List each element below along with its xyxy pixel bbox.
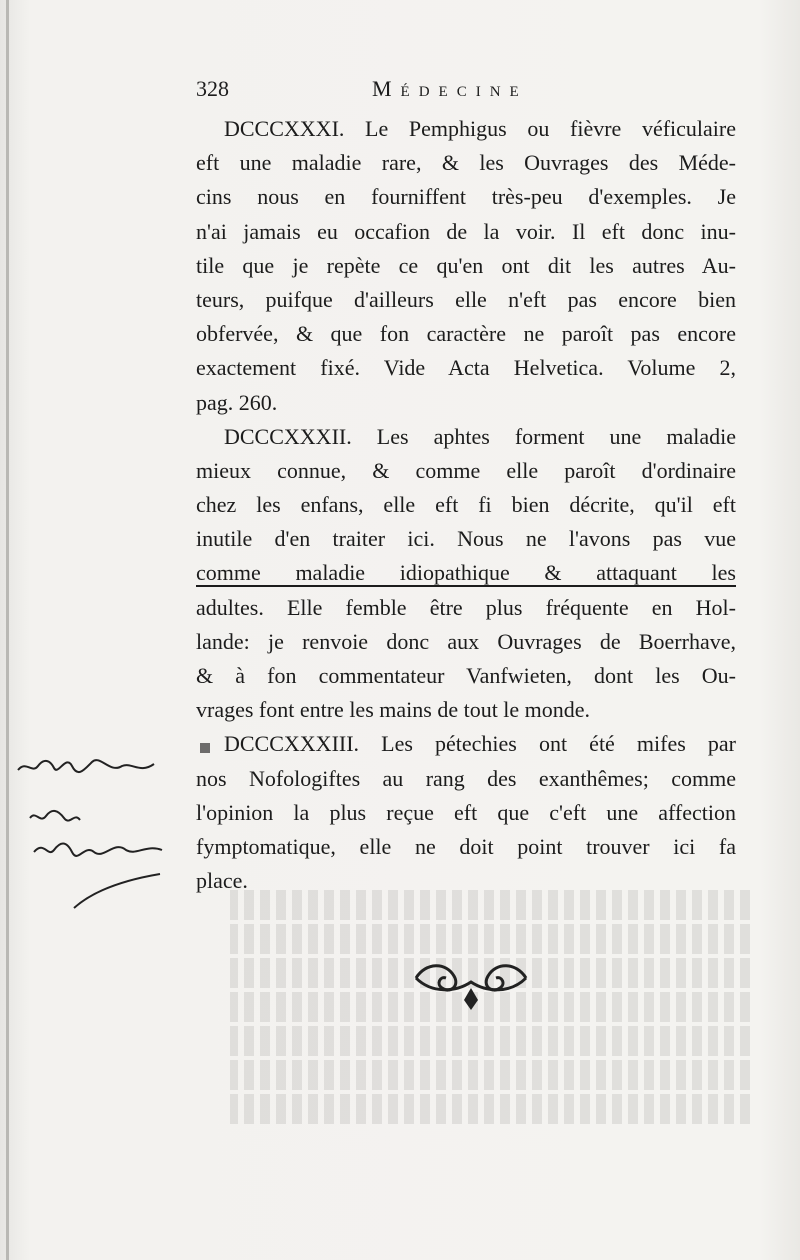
text-line: tile que je repète ce qu'en ont dit les autres Au- — [196, 252, 736, 278]
text-line: chez les enfans, elle eft fi bien décrite, qu'il eft — [196, 492, 736, 518]
text-line: vrages font entre les mains de tout le monde. — [196, 697, 591, 723]
text-line: l'opinion la plus reçue eft que c'eft une affection — [196, 799, 736, 825]
text-line: lande: je renvoie donc aux Ouvrages de Boerrhave, — [196, 628, 736, 654]
text-line: mieux connue, & comme elle paroît d'ordinaire — [196, 457, 736, 483]
text-line: fymptomatique, elle ne doit point trouver ici fa — [196, 833, 736, 859]
text-line: exactement fixé. Vide Acta Helvetica. Volume 2, — [196, 355, 736, 381]
running-header — [196, 72, 736, 106]
decorative-ornament-icon — [406, 958, 536, 1014]
page-header-title: Médecine — [372, 76, 528, 101]
text-line: adultes. Elle femble être plus fréquente en Hol- — [196, 594, 736, 620]
text-line: teurs, puifque d'ailleurs elle n'eft pas encore bien — [196, 286, 736, 312]
text-line: place. — [196, 868, 248, 894]
handwritten-margin-note — [14, 740, 164, 920]
show-through-text — [230, 890, 750, 1150]
body-text — [196, 112, 736, 898]
text-line: comme maladie idiopathique & attaquant les — [196, 560, 736, 586]
text-line: DCCCXXXI. Le Pemphigus ou fièvre véficulaire — [224, 116, 736, 141]
text-line: DCCCXXXIII. Les pétechies ont été mifes par — [224, 731, 736, 757]
text-line: cins nous en fourniffent très-peu d'exemples. Je — [196, 184, 736, 210]
text-line: inutile d'en traiter ici. Nous ne l'avons pas vue — [196, 526, 736, 552]
page-number: 328 — [196, 76, 229, 101]
text-line: nos Nofologiftes au rang des exanthêmes; comme — [196, 765, 736, 791]
text-line: obfervée, & que fon caractère ne paroît pas encore — [196, 321, 736, 347]
text-line: DCCCXXXII. Les aphtes forment une maladie — [224, 423, 736, 449]
text-line: n'ai jamais eu occafion de la voir. Il eft donc inu- — [196, 218, 736, 244]
text-line: eft une maladie rare, & les Ouvrages des Méde- — [196, 150, 736, 176]
text-line: & à fon commentateur Vanfwieten, dont les Ou- — [196, 663, 736, 688]
page-edge — [6, 0, 9, 1260]
text-line: pag. 260. — [196, 389, 278, 415]
section-mark-icon — [198, 741, 212, 755]
